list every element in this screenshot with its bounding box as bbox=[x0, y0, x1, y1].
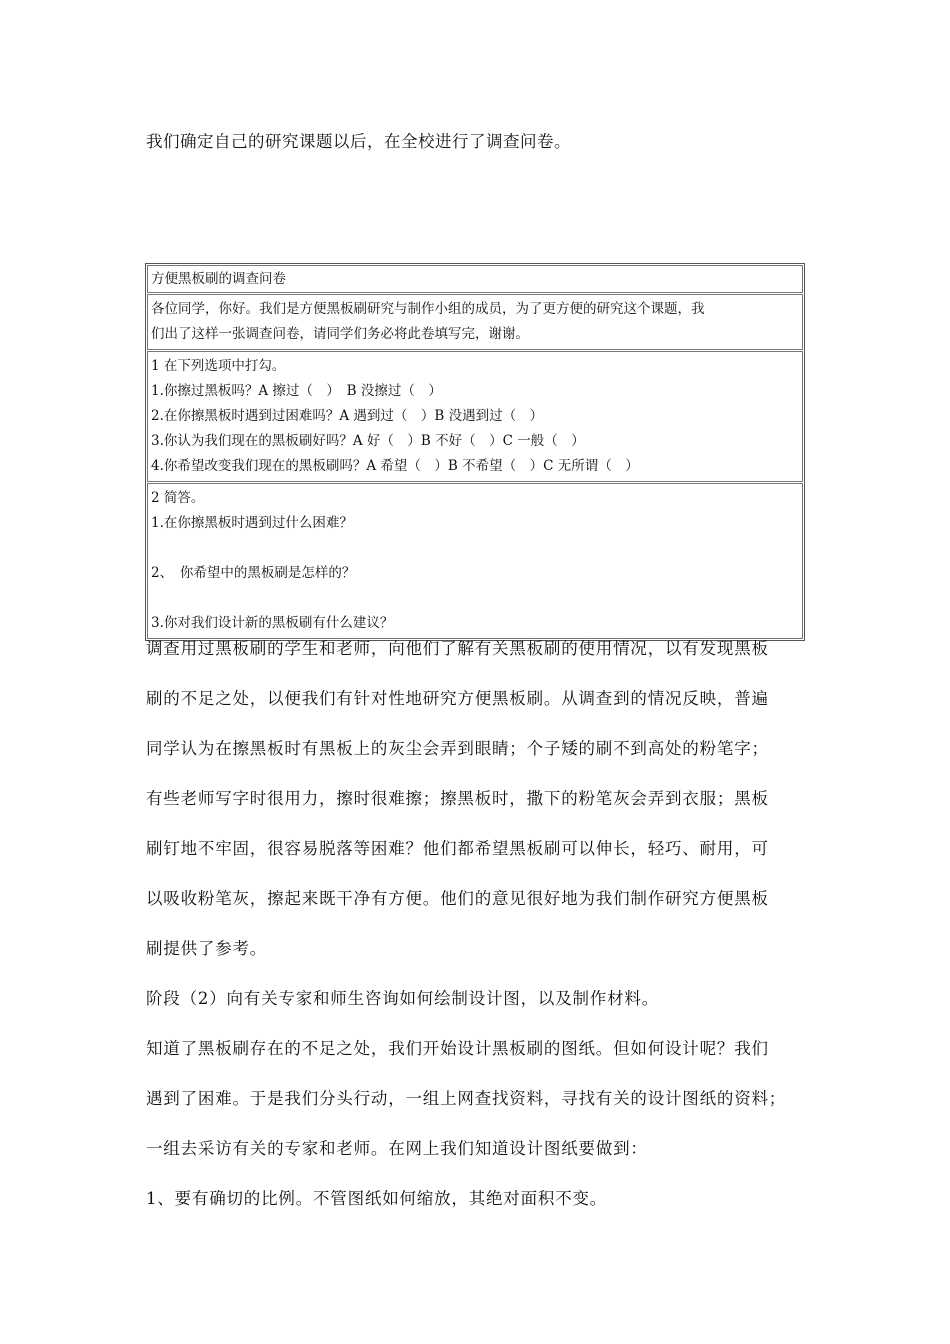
stage2-heading bbox=[146, 974, 816, 1024]
text-line: 一组去采访有关的专家和老师。在网上我们知道设计图纸要做到： bbox=[146, 1139, 648, 1158]
design-paragraph bbox=[146, 1024, 816, 1174]
text-line: 1、要有确切的比例。不管图纸如何缩放，其绝对面积不变。 bbox=[146, 1189, 608, 1208]
text-line: 刷的不足之处，以便我们有针对性地研究方便黑板刷。从调查到的情况反映，普遍 bbox=[146, 689, 769, 708]
text-line: 以吸收粉笔灰，擦起来既干净有方便。他们的意见很好地为我们制作研究方便黑板 bbox=[146, 889, 769, 908]
survey-title-row bbox=[147, 265, 803, 293]
question-item: 3.你对我们设计新的黑板刷有什么建议？ bbox=[151, 615, 394, 631]
question-item: 2.在你擦黑板时遇到过困难吗？A 遇到过（ ）B 没遇到过（ ） bbox=[151, 408, 544, 424]
section-heading: 2 简答。 bbox=[151, 490, 205, 506]
text-line: 知道了黑板刷存在的不足之处，我们开始设计黑板刷的图纸。但如何设计呢？我们 bbox=[146, 1039, 769, 1058]
text-line: 遇到了困难。于是我们分头行动，一组上网查找资料，寻找有关的设计图纸的资料； bbox=[146, 1089, 787, 1108]
text-line: 刷提供了参考。 bbox=[146, 939, 268, 958]
greeting-line: 各位同学，你好。我们是方便黑板刷研究与制作小组的成员，为了更方便的研究这个课题，我 bbox=[151, 301, 705, 317]
text-line: 调查用过黑板刷的学生和老师，向他们了解有关黑板刷的使用情况，以有发现黑板 bbox=[146, 639, 769, 658]
survey-table bbox=[145, 263, 805, 641]
question-item: 3.你认为我们现在的黑板刷好吗？A 好（ ）B 不好（ ）C 一般（ ） bbox=[151, 433, 585, 449]
question-item: 2、 你希望中的黑板刷是怎样的？ bbox=[151, 565, 356, 581]
intro-paragraph: 我们确定自己的研究课题以后，在全校进行了调查问卷。 bbox=[146, 132, 571, 151]
greeting-line: 们出了这样一张调查问卷，请同学们务必将此卷填写完，谢谢。 bbox=[151, 326, 529, 342]
text-line: 刷钉地不牢固，很容易脱落等困难？他们都希望黑板刷可以伸长，轻巧、耐用，可 bbox=[146, 839, 769, 858]
section-heading: 1 在下列选项中打勾。 bbox=[151, 358, 286, 374]
point-1 bbox=[146, 1174, 816, 1224]
text-line: 阶段（2）向有关专家和师生咨询如何绘制设计图，以及制作材料。 bbox=[146, 989, 659, 1008]
question-item: 1.你擦过黑板吗？A 擦过（ ） B 没擦过（ ） bbox=[151, 383, 442, 399]
survey-title: 方便黑板刷的调查问卷 bbox=[151, 271, 286, 287]
findings-paragraph bbox=[146, 624, 816, 974]
survey-section-choice bbox=[147, 351, 803, 482]
survey-section-short-answer bbox=[147, 483, 803, 639]
answer-space bbox=[151, 536, 799, 561]
survey-greeting-row bbox=[147, 294, 803, 350]
text-line: 有些老师写字时很用力，擦时很难擦；擦黑板时，撒下的粉笔灰会弄到衣服；黑板 bbox=[146, 789, 769, 808]
text-line: 同学认为在擦黑板时有黑板上的灰尘会弄到眼睛；个子矮的刷不到高处的粉笔字； bbox=[146, 739, 769, 758]
question-item: 4.你希望改变我们现在的黑板刷吗？A 希望（ ）B 不希望（ ）C 无所谓（ ） bbox=[151, 458, 639, 474]
question-item: 1.在你擦黑板时遇到过什么困难？ bbox=[151, 515, 353, 531]
answer-space bbox=[151, 586, 799, 611]
